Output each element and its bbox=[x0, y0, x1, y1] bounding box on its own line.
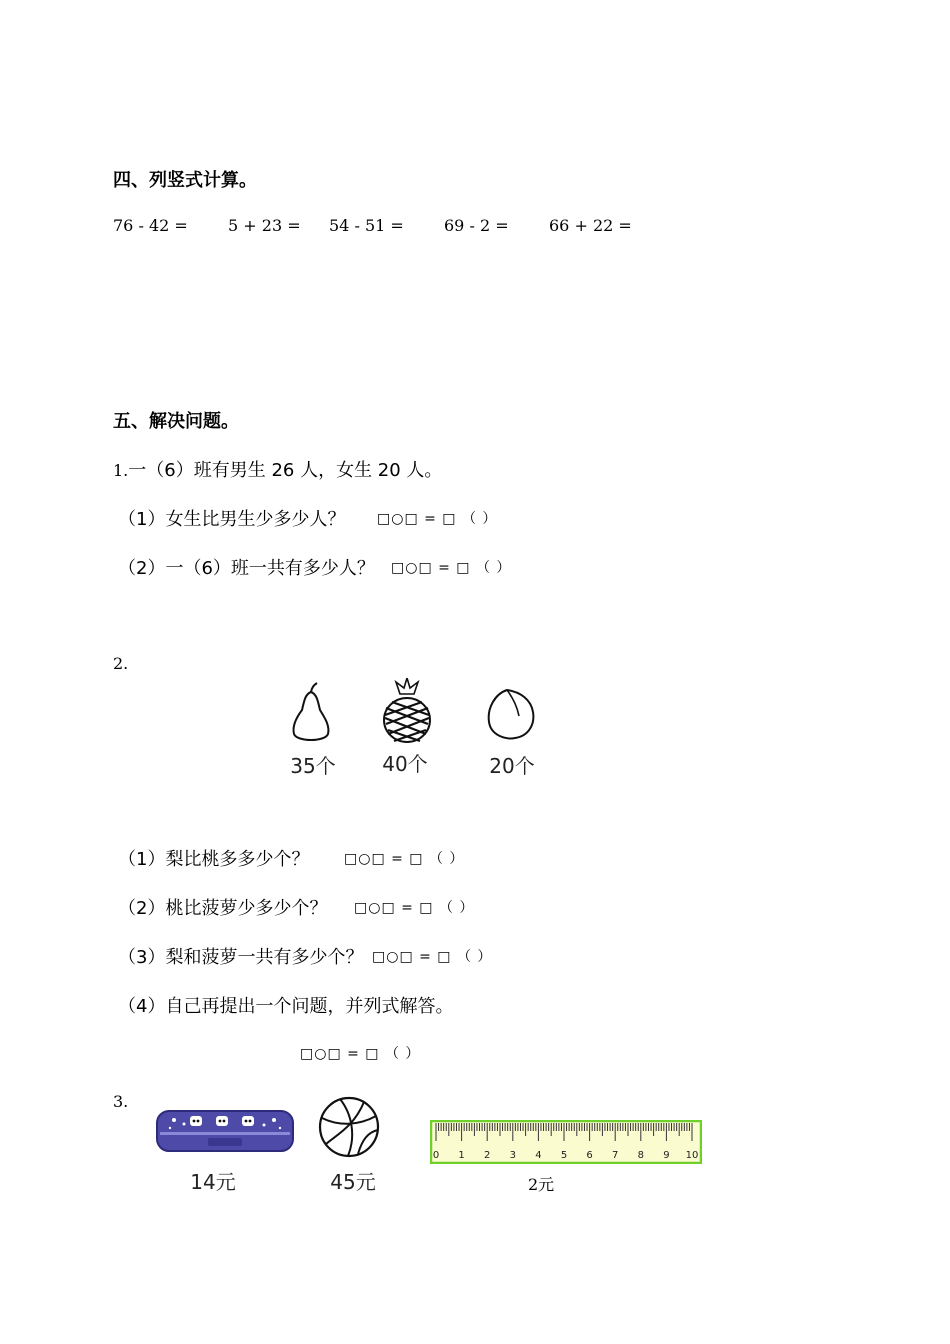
q2-part-4 bbox=[118, 992, 453, 1018]
ruler-number: 5 bbox=[560, 1150, 568, 1161]
part-label: （1） bbox=[118, 509, 166, 530]
ruler-number: 2 bbox=[484, 1150, 491, 1161]
ruler-number: 4 bbox=[535, 1150, 542, 1161]
q1-part-2 bbox=[118, 554, 375, 580]
basketball-label: 45元 bbox=[330, 1170, 376, 1194]
pineapple-label: 40个 bbox=[382, 752, 428, 776]
equation-2: 5 + 23 = bbox=[228, 216, 301, 235]
pineapple-icon bbox=[380, 678, 434, 744]
ruler-label: 2元 bbox=[528, 1175, 555, 1194]
q2-part-1 bbox=[118, 845, 309, 871]
ruler-number: 0 bbox=[432, 1150, 440, 1161]
part-text: 梨和菠萝一共有多少个？ bbox=[165, 947, 364, 968]
ruler-icon bbox=[430, 1120, 702, 1164]
answer-blank[interactable]: □○□ = □ （ ） bbox=[344, 851, 465, 867]
ruler-number: 9 bbox=[663, 1150, 670, 1161]
part-text: 一（6）班一共有多少人？ bbox=[165, 558, 375, 579]
q1-part-1 bbox=[118, 505, 345, 531]
part-label: （4） bbox=[118, 996, 166, 1017]
q2-part-2 bbox=[118, 894, 327, 920]
answer-blank[interactable]: □○□ = □ （ ） bbox=[354, 900, 475, 916]
peach-icon bbox=[485, 686, 537, 742]
section4-heading: 四、列竖式计算。 bbox=[113, 170, 257, 191]
ruler-number: 1 bbox=[458, 1150, 465, 1161]
ruler-number: 6 bbox=[586, 1150, 593, 1161]
ruler-number: 3 bbox=[509, 1150, 516, 1161]
equation-3: 54 - 51 = bbox=[329, 216, 404, 235]
part-label: （2） bbox=[118, 898, 166, 919]
part-text: 桃比菠萝少多少个？ bbox=[165, 898, 328, 919]
answer-blank[interactable]: □○□ = □ （ ） bbox=[391, 560, 512, 576]
equation-4: 69 - 2 = bbox=[444, 216, 509, 235]
ruler-number: 7 bbox=[612, 1150, 619, 1161]
question-number: 1. bbox=[113, 461, 129, 480]
part-text: 梨比桃多多少个？ bbox=[165, 849, 310, 870]
peach-label: 20个 bbox=[489, 754, 535, 778]
question-3-number: 3. bbox=[113, 1092, 129, 1111]
q2-part-3 bbox=[118, 943, 363, 969]
answer-blank[interactable]: □○□ = □ （ ） bbox=[372, 949, 493, 965]
part-label: （3） bbox=[118, 947, 166, 968]
ruler-number: 10 bbox=[685, 1150, 699, 1161]
part-label: （2） bbox=[118, 558, 166, 579]
question-text: 一（6）班有男生 26 人，女生 20 人。 bbox=[128, 460, 443, 481]
pear-icon bbox=[288, 682, 334, 744]
question-1-stem bbox=[113, 456, 442, 482]
basketball-icon bbox=[318, 1096, 380, 1158]
equation-1: 76 - 42 = bbox=[113, 216, 188, 235]
part-text: 女生比男生少多少人？ bbox=[165, 509, 346, 530]
question-2-number: 2. bbox=[113, 654, 129, 673]
equation-5: 66 + 22 = bbox=[549, 216, 632, 235]
section5-heading: 五、解决问题。 bbox=[113, 411, 239, 432]
answer-blank[interactable]: □○□ = □ （ ） bbox=[300, 1046, 421, 1062]
pencil-case-label: 14元 bbox=[190, 1170, 236, 1194]
pear-label: 35个 bbox=[290, 754, 336, 778]
answer-blank[interactable]: □○□ = □ （ ） bbox=[377, 511, 498, 527]
pencil-case-icon bbox=[156, 1108, 294, 1154]
part-text: 自己再提出一个问题，并列式解答。 bbox=[165, 996, 454, 1017]
ruler-number: 8 bbox=[637, 1150, 644, 1161]
part-label: （1） bbox=[118, 849, 166, 870]
